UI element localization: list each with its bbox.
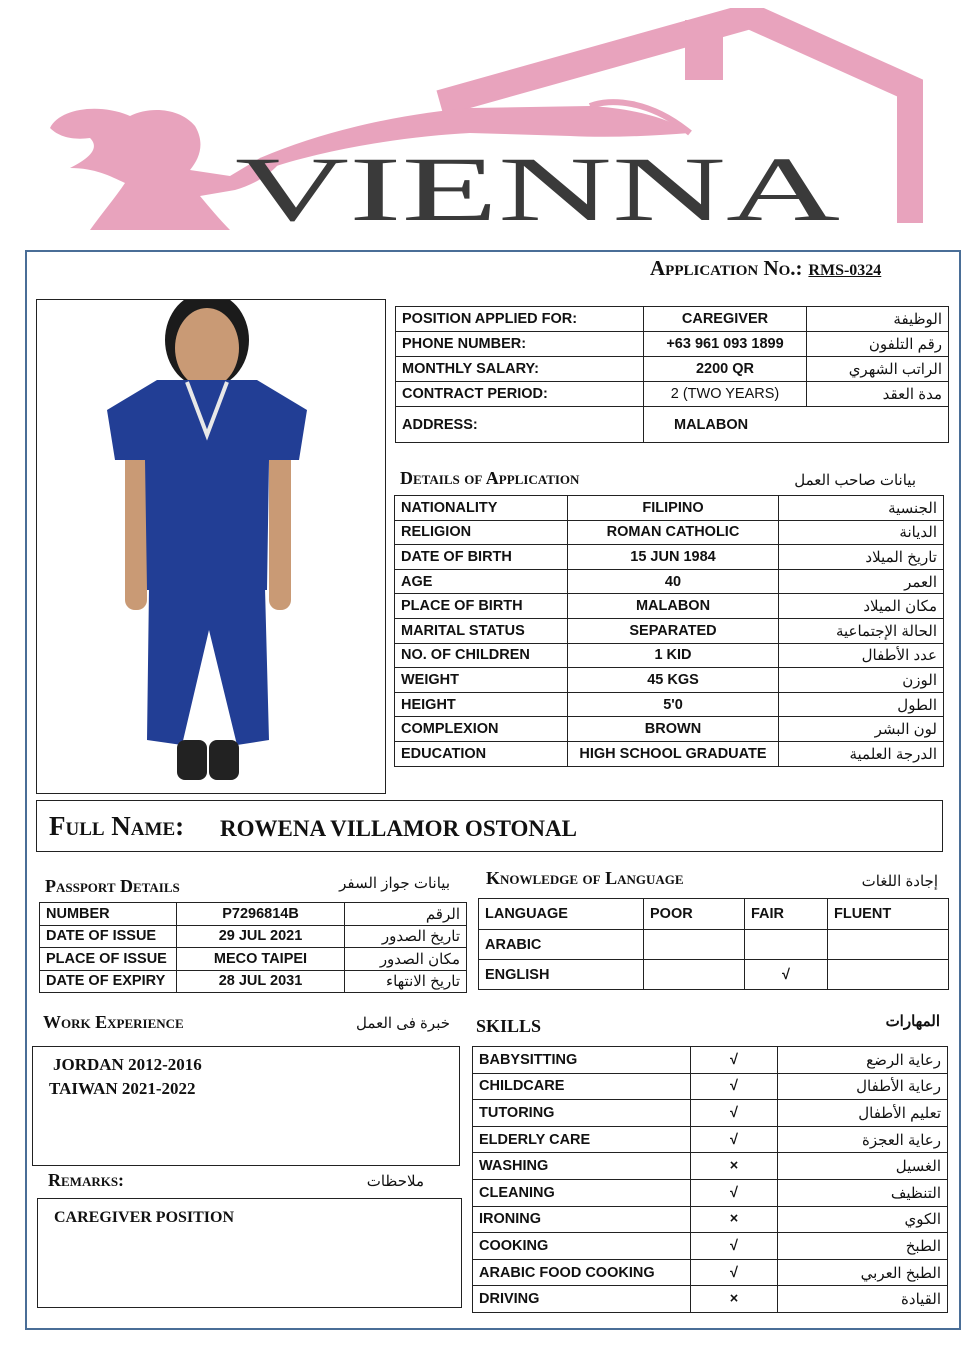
table-row	[395, 717, 944, 742]
skill-mark: ×	[691, 1286, 778, 1313]
work-title-arabic: خبرة فى العمل	[356, 1015, 450, 1032]
marital-value: SEPARATED	[568, 618, 779, 643]
education-label: EDUCATION	[395, 741, 568, 766]
skills-title: SKILLS	[476, 1016, 542, 1036]
complexion-value: BROWN	[568, 717, 779, 742]
skill-arabic: رعاية الأطفال	[778, 1073, 948, 1100]
logo-text: VIENNA	[235, 138, 840, 238]
language-fair	[745, 930, 828, 960]
table-row	[395, 692, 944, 717]
work-line: JORDAN 2012-2016	[53, 1055, 202, 1074]
children-value: 1 KID	[568, 643, 779, 668]
details-title: Details of Application	[400, 468, 580, 488]
pob-arabic: مكان الميلاد	[779, 594, 944, 619]
issue-date-value: 29 JUL 2021	[177, 925, 345, 948]
applicant-figure	[37, 300, 385, 793]
details-title-arabic: بيانات صاحب العمل	[794, 472, 916, 489]
table-row	[395, 618, 944, 643]
position-value: CAREGIVER	[644, 307, 807, 332]
nationality-value: FILIPINO	[568, 496, 779, 521]
language-fair: √	[745, 960, 828, 990]
skill-mark: √	[691, 1126, 778, 1153]
table-row	[395, 520, 944, 545]
weight-arabic: الوزن	[779, 668, 944, 693]
table-row	[395, 668, 944, 693]
fluent-header: FLUENT	[828, 899, 949, 930]
application-number-value: RMS-0324	[808, 262, 882, 279]
phone-label: PHONE NUMBER:	[396, 332, 644, 357]
table-row	[395, 496, 944, 521]
nationality-label: NATIONALITY	[395, 496, 568, 521]
skill-arabic: تعليم الأطفال	[778, 1100, 948, 1127]
age-label: AGE	[395, 569, 568, 594]
religion-label: RELIGION	[395, 520, 568, 545]
issue-date-label: DATE OF ISSUE	[40, 925, 177, 948]
table-row	[396, 307, 949, 332]
table-row	[395, 643, 944, 668]
skill-arabic: الغسيل	[778, 1153, 948, 1180]
skill-mark: √	[691, 1233, 778, 1260]
skill-mark: ×	[691, 1153, 778, 1180]
children-arabic: عدد الأطفال	[779, 643, 944, 668]
remarks-title: Remarks:	[48, 1170, 125, 1190]
language-name: ENGLISH	[479, 960, 644, 990]
table-row	[40, 970, 467, 993]
skills-title-arabic: المهارات	[885, 1013, 940, 1030]
skill-name: IRONING	[473, 1206, 691, 1233]
table-row	[473, 1073, 948, 1100]
table-row	[40, 948, 467, 971]
passport-title-arabic: بيانات جواز السفر	[339, 875, 450, 892]
salary-arabic: الراتب الشهري	[807, 357, 949, 382]
skill-name: ELDERLY CARE	[473, 1126, 691, 1153]
education-arabic: الدرجة العلمية	[779, 741, 944, 766]
religion-value: ROMAN CATHOLIC	[568, 520, 779, 545]
skill-mark: √	[691, 1073, 778, 1100]
issue-place-label: PLACE OF ISSUE	[40, 948, 177, 971]
phone-value: +63 961 093 1899	[644, 332, 807, 357]
height-arabic: الطول	[779, 692, 944, 717]
language-fluent	[828, 930, 949, 960]
table-row	[395, 569, 944, 594]
table-row	[473, 1153, 948, 1180]
full-name-box	[36, 800, 943, 852]
passport-number-arabic: الرقم	[345, 903, 467, 926]
skill-arabic: الكوي	[778, 1206, 948, 1233]
contract-value: 2 (TWO YEARS)	[644, 382, 807, 407]
table-row	[395, 741, 944, 766]
table-row	[396, 382, 949, 407]
table-row	[479, 960, 949, 990]
table-row	[473, 1126, 948, 1153]
skill-arabic: التنظيف	[778, 1179, 948, 1206]
dob-label: DATE OF BIRTH	[395, 545, 568, 570]
skill-mark: √	[691, 1100, 778, 1127]
dob-arabic: تاريخ الميلاد	[779, 545, 944, 570]
logo-graphic	[30, 8, 940, 238]
language-header: LANGUAGE	[479, 899, 644, 930]
remarks-title-arabic: ملاحظات	[366, 1173, 424, 1190]
skill-arabic: الطبخ العربي	[778, 1259, 948, 1286]
position-label: POSITION APPLIED FOR:	[396, 307, 644, 332]
application-number-label: Application No.:	[650, 256, 803, 280]
complexion-arabic: لون البشر	[779, 717, 944, 742]
age-value: 40	[568, 569, 779, 594]
full-name-label: Full Name:	[49, 811, 185, 841]
table-row	[396, 332, 949, 357]
language-poor	[644, 930, 745, 960]
remarks-box	[37, 1198, 462, 1308]
skill-arabic: الطبخ	[778, 1233, 948, 1260]
pob-value: MALABON	[568, 594, 779, 619]
language-name: ARABIC	[479, 930, 644, 960]
skill-arabic: رعاية العجزة	[778, 1126, 948, 1153]
table-row	[395, 545, 944, 570]
table-row	[40, 903, 467, 926]
expiry-date-value: 28 JUL 2031	[177, 970, 345, 993]
skills-table	[472, 1046, 948, 1313]
complexion-label: COMPLEXION	[395, 717, 568, 742]
vienna-logo	[30, 8, 940, 238]
table-row	[479, 899, 949, 930]
table-row	[473, 1259, 948, 1286]
skill-name: COOKING	[473, 1233, 691, 1260]
table-row	[395, 594, 944, 619]
table-row	[473, 1179, 948, 1206]
weight-label: WEIGHT	[395, 668, 568, 693]
salary-label: MONTHLY SALARY:	[396, 357, 644, 382]
remarks-text: CAREGIVER POSITION	[54, 1209, 235, 1226]
table-row	[473, 1206, 948, 1233]
full-name-value: ROWENA VILLAMOR OSTONAL	[220, 816, 577, 841]
application-number	[650, 256, 915, 281]
skill-mark: √	[691, 1047, 778, 1074]
marital-arabic: الحالة الإجتماعية	[779, 618, 944, 643]
contract-arabic: مدة العقد	[807, 382, 949, 407]
poor-header: POOR	[644, 899, 745, 930]
height-value: 5'0	[568, 692, 779, 717]
skill-mark: √	[691, 1179, 778, 1206]
religion-arabic: الديانة	[779, 520, 944, 545]
skill-name: CHILDCARE	[473, 1073, 691, 1100]
skill-name: CLEANING	[473, 1179, 691, 1206]
phone-arabic: رقم التلفون	[807, 332, 949, 357]
height-label: HEIGHT	[395, 692, 568, 717]
weight-value: 45 KGS	[568, 668, 779, 693]
language-poor	[644, 960, 745, 990]
table-row	[473, 1286, 948, 1313]
skill-mark: √	[691, 1259, 778, 1286]
position-info-table	[395, 306, 949, 443]
table-row	[40, 925, 467, 948]
skill-name: DRIVING	[473, 1286, 691, 1313]
passport-title: Passport Details	[45, 876, 180, 896]
age-arabic: العمر	[779, 569, 944, 594]
salary-value: 2200 QR	[644, 357, 807, 382]
work-line: TAIWAN 2021-2022	[49, 1079, 196, 1098]
table-row	[396, 357, 949, 382]
passport-number-label: NUMBER	[40, 903, 177, 926]
skill-arabic: القيادة	[778, 1286, 948, 1313]
details-table	[394, 495, 944, 767]
table-row	[473, 1233, 948, 1260]
table-row	[473, 1047, 948, 1074]
skill-name: TUTORING	[473, 1100, 691, 1127]
table-row	[479, 930, 949, 960]
issue-date-arabic: تاريخ الصدور	[345, 925, 467, 948]
address-value: MALABON	[644, 407, 949, 443]
language-table	[478, 898, 949, 990]
issue-place-value: MECO TAIPEI	[177, 948, 345, 971]
work-experience-box	[32, 1046, 460, 1166]
expiry-date-label: DATE OF EXPIRY	[40, 970, 177, 993]
position-arabic: الوظيفة	[807, 307, 949, 332]
skill-name: WASHING	[473, 1153, 691, 1180]
passport-table	[39, 902, 467, 993]
table-row	[396, 407, 949, 443]
nationality-arabic: الجنسية	[779, 496, 944, 521]
education-value: HIGH SCHOOL GRADUATE	[568, 741, 779, 766]
expiry-date-arabic: تاريخ الانتهاء	[345, 970, 467, 993]
passport-number-value: P7296814B	[177, 903, 345, 926]
table-row	[473, 1100, 948, 1127]
work-title: Work Experience	[43, 1012, 184, 1032]
language-title-arabic: إجادة اللغات	[861, 873, 938, 890]
skill-name: BABYSITTING	[473, 1047, 691, 1074]
children-label: NO. OF CHILDREN	[395, 643, 568, 668]
language-fluent	[828, 960, 949, 990]
language-title: Knowledge of Language	[486, 868, 684, 888]
skill-mark: ×	[691, 1206, 778, 1233]
marital-label: MARITAL STATUS	[395, 618, 568, 643]
dob-value: 15 JUN 1984	[568, 545, 779, 570]
contract-label: CONTRACT PERIOD:	[396, 382, 644, 407]
skill-name: ARABIC FOOD COOKING	[473, 1259, 691, 1286]
skill-arabic: رعاية الرضع	[778, 1047, 948, 1074]
applicant-photo	[36, 299, 386, 794]
address-label: ADDRESS:	[396, 407, 644, 443]
pob-label: PLACE OF BIRTH	[395, 594, 568, 619]
fair-header: FAIR	[745, 899, 828, 930]
issue-place-arabic: مكان الصدور	[345, 948, 467, 971]
